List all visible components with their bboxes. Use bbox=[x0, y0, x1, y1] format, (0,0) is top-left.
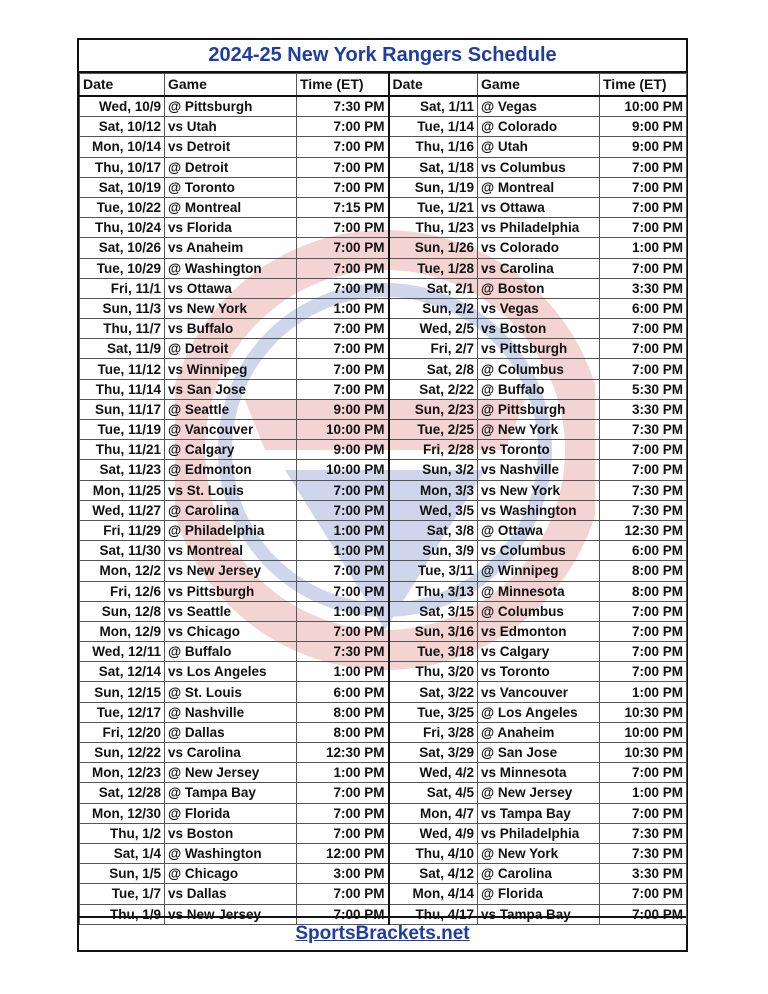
table-row bbox=[80, 621, 687, 641]
header-date: Date bbox=[80, 74, 165, 97]
game-date: Tue, 12/17 bbox=[80, 702, 165, 722]
game-opponent: vs Florida bbox=[165, 218, 297, 238]
game-date: Sat, 4/12 bbox=[389, 864, 478, 884]
table-row bbox=[80, 460, 687, 480]
game-time: 6:00 PM bbox=[600, 541, 687, 561]
game-time: 3:30 PM bbox=[600, 278, 687, 298]
game-date: Tue, 2/25 bbox=[389, 420, 478, 440]
game-time: 9:00 PM bbox=[600, 117, 687, 137]
game-opponent: @ Buffalo bbox=[165, 642, 297, 662]
game-opponent: @ Edmonton bbox=[165, 460, 297, 480]
game-date: Thu, 3/13 bbox=[389, 581, 478, 601]
game-date: Sun, 2/2 bbox=[389, 298, 478, 318]
game-opponent: vs Carolina bbox=[478, 258, 600, 278]
game-time: 10:30 PM bbox=[600, 743, 687, 763]
game-time: 7:30 PM bbox=[600, 500, 687, 520]
table-row bbox=[80, 823, 687, 843]
game-date: Thu, 1/2 bbox=[80, 823, 165, 843]
game-opponent: @ San Jose bbox=[478, 743, 600, 763]
game-opponent: @ New York bbox=[478, 420, 600, 440]
game-date: Tue, 11/19 bbox=[80, 420, 165, 440]
game-opponent: vs Carolina bbox=[165, 743, 297, 763]
game-date: Thu, 4/10 bbox=[389, 843, 478, 863]
game-time: 6:00 PM bbox=[297, 682, 389, 702]
game-date: Sat, 11/9 bbox=[80, 339, 165, 359]
game-time: 6:00 PM bbox=[600, 298, 687, 318]
game-time: 3:30 PM bbox=[600, 399, 687, 419]
game-time: 7:00 PM bbox=[600, 157, 687, 177]
game-date: Thu, 4/17 bbox=[389, 904, 478, 924]
game-date: Tue, 10/22 bbox=[80, 197, 165, 217]
sportsbrackets-link[interactable]: SportsBrackets.net bbox=[295, 923, 470, 944]
game-opponent: vs Montreal bbox=[165, 541, 297, 561]
game-date: Wed, 4/2 bbox=[389, 763, 478, 783]
game-date: Mon, 3/3 bbox=[389, 480, 478, 500]
header-time: Time (ET) bbox=[297, 74, 389, 97]
game-time: 7:00 PM bbox=[297, 359, 389, 379]
table-row bbox=[80, 480, 687, 500]
game-opponent: vs Ottawa bbox=[478, 197, 600, 217]
game-date: Sun, 11/17 bbox=[80, 399, 165, 419]
table-row bbox=[80, 117, 687, 137]
table-row bbox=[80, 722, 687, 742]
game-date: Sat, 1/18 bbox=[389, 157, 478, 177]
game-time: 5:30 PM bbox=[600, 379, 687, 399]
game-time: 8:00 PM bbox=[297, 702, 389, 722]
game-opponent: @ Montreal bbox=[478, 177, 600, 197]
table-row bbox=[80, 884, 687, 904]
game-time: 9:00 PM bbox=[297, 399, 389, 419]
table-row bbox=[80, 218, 687, 238]
game-opponent: vs Washington bbox=[478, 500, 600, 520]
table-row bbox=[80, 399, 687, 419]
game-date: Sat, 10/12 bbox=[80, 117, 165, 137]
game-time: 7:00 PM bbox=[297, 137, 389, 157]
game-date: Tue, 1/14 bbox=[389, 117, 478, 137]
game-opponent: vs Minnesota bbox=[478, 763, 600, 783]
game-time: 1:00 PM bbox=[600, 238, 687, 258]
game-opponent: @ Montreal bbox=[165, 197, 297, 217]
game-time: 7:30 PM bbox=[600, 480, 687, 500]
game-time: 7:00 PM bbox=[600, 339, 687, 359]
game-time: 7:00 PM bbox=[297, 783, 389, 803]
game-time: 1:00 PM bbox=[297, 520, 389, 540]
table-row bbox=[80, 177, 687, 197]
game-time: 7:00 PM bbox=[297, 561, 389, 581]
game-date: Fri, 2/28 bbox=[389, 440, 478, 460]
game-time: 7:00 PM bbox=[600, 460, 687, 480]
game-date: Tue, 3/18 bbox=[389, 642, 478, 662]
game-date: Mon, 12/30 bbox=[80, 803, 165, 823]
game-time: 7:00 PM bbox=[600, 258, 687, 278]
game-date: Tue, 11/12 bbox=[80, 359, 165, 379]
table-row bbox=[80, 500, 687, 520]
table-row bbox=[80, 743, 687, 763]
table-row bbox=[80, 157, 687, 177]
game-date: Thu, 1/16 bbox=[389, 137, 478, 157]
game-time: 7:00 PM bbox=[600, 218, 687, 238]
game-opponent: vs Toronto bbox=[478, 440, 600, 460]
table-row bbox=[80, 440, 687, 460]
game-opponent: vs Tampa Bay bbox=[478, 904, 600, 924]
game-time: 1:00 PM bbox=[297, 541, 389, 561]
game-opponent: @ Boston bbox=[478, 278, 600, 298]
table-row bbox=[80, 339, 687, 359]
game-time: 8:00 PM bbox=[600, 561, 687, 581]
game-time: 7:30 PM bbox=[600, 420, 687, 440]
game-opponent: vs Colorado bbox=[478, 238, 600, 258]
game-date: Sun, 3/2 bbox=[389, 460, 478, 480]
game-date: Wed, 2/5 bbox=[389, 319, 478, 339]
game-date: Fri, 11/29 bbox=[80, 520, 165, 540]
game-date: Sat, 2/8 bbox=[389, 359, 478, 379]
game-opponent: @ Columbus bbox=[478, 601, 600, 621]
game-date: Sun, 3/9 bbox=[389, 541, 478, 561]
game-time: 8:00 PM bbox=[600, 581, 687, 601]
game-opponent: @ Colorado bbox=[478, 117, 600, 137]
table-row bbox=[80, 864, 687, 884]
game-time: 7:30 PM bbox=[297, 96, 389, 117]
table-row bbox=[80, 278, 687, 298]
game-opponent: @ Washington bbox=[165, 843, 297, 863]
game-opponent: @ Florida bbox=[165, 803, 297, 823]
game-opponent: @ Detroit bbox=[165, 157, 297, 177]
schedule-table bbox=[79, 73, 687, 925]
table-row bbox=[80, 662, 687, 682]
game-time: 1:00 PM bbox=[297, 601, 389, 621]
game-time: 7:30 PM bbox=[600, 823, 687, 843]
game-time: 7:00 PM bbox=[297, 581, 389, 601]
game-time: 7:15 PM bbox=[297, 197, 389, 217]
game-opponent: vs Chicago bbox=[165, 621, 297, 641]
game-date: Sat, 11/23 bbox=[80, 460, 165, 480]
game-time: 7:00 PM bbox=[600, 642, 687, 662]
game-opponent: vs New York bbox=[478, 480, 600, 500]
game-opponent: @ Pittsburgh bbox=[165, 96, 297, 117]
game-opponent: @ Pittsburgh bbox=[478, 399, 600, 419]
game-opponent: vs Vancouver bbox=[478, 682, 600, 702]
game-opponent: vs Tampa Bay bbox=[478, 803, 600, 823]
header-game: Game bbox=[165, 74, 297, 97]
game-time: 10:00 PM bbox=[297, 420, 389, 440]
game-opponent: @ Winnipeg bbox=[478, 561, 600, 581]
game-opponent: vs Calgary bbox=[478, 642, 600, 662]
game-time: 7:00 PM bbox=[297, 823, 389, 843]
game-time: 10:00 PM bbox=[297, 460, 389, 480]
game-date: Sat, 1/11 bbox=[389, 96, 478, 117]
game-opponent: @ Vegas bbox=[478, 96, 600, 117]
table-row bbox=[80, 238, 687, 258]
game-time: 12:30 PM bbox=[600, 520, 687, 540]
header-row bbox=[80, 74, 687, 97]
game-opponent: @ Philadelphia bbox=[165, 520, 297, 540]
game-date: Wed, 4/9 bbox=[389, 823, 478, 843]
game-date: Mon, 12/2 bbox=[80, 561, 165, 581]
game-opponent: @ St. Louis bbox=[165, 682, 297, 702]
game-opponent: @ Buffalo bbox=[478, 379, 600, 399]
table-row bbox=[80, 642, 687, 662]
game-date: Fri, 3/28 bbox=[389, 722, 478, 742]
game-time: 7:00 PM bbox=[600, 319, 687, 339]
game-opponent: @ Carolina bbox=[165, 500, 297, 520]
game-time: 7:00 PM bbox=[297, 157, 389, 177]
game-time: 7:00 PM bbox=[600, 601, 687, 621]
table-row bbox=[80, 520, 687, 540]
game-time: 7:30 PM bbox=[297, 642, 389, 662]
game-date: Wed, 3/5 bbox=[389, 500, 478, 520]
game-opponent: vs Pittsburgh bbox=[165, 581, 297, 601]
game-time: 7:00 PM bbox=[600, 177, 687, 197]
game-opponent: vs Los Angeles bbox=[165, 662, 297, 682]
game-date: Thu, 11/21 bbox=[80, 440, 165, 460]
game-time: 10:30 PM bbox=[600, 702, 687, 722]
table-row bbox=[80, 783, 687, 803]
table-row bbox=[80, 319, 687, 339]
game-opponent: vs Winnipeg bbox=[165, 359, 297, 379]
table-row bbox=[80, 682, 687, 702]
game-date: Wed, 12/11 bbox=[80, 642, 165, 662]
game-date: Fri, 12/6 bbox=[80, 581, 165, 601]
game-opponent: vs Toronto bbox=[478, 662, 600, 682]
game-opponent: vs Utah bbox=[165, 117, 297, 137]
game-time: 1:00 PM bbox=[297, 763, 389, 783]
game-date: Mon, 4/7 bbox=[389, 803, 478, 823]
game-time: 8:00 PM bbox=[297, 722, 389, 742]
game-time: 3:30 PM bbox=[600, 864, 687, 884]
game-date: Sat, 10/26 bbox=[80, 238, 165, 258]
game-date: Sat, 12/14 bbox=[80, 662, 165, 682]
game-time: 7:00 PM bbox=[297, 884, 389, 904]
game-date: Thu, 10/17 bbox=[80, 157, 165, 177]
footer bbox=[79, 916, 686, 950]
game-opponent: @ Seattle bbox=[165, 399, 297, 419]
game-opponent: @ New Jersey bbox=[165, 763, 297, 783]
game-time: 7:00 PM bbox=[297, 319, 389, 339]
table-row bbox=[80, 359, 687, 379]
game-time: 7:00 PM bbox=[297, 480, 389, 500]
game-opponent: vs Philadelphia bbox=[478, 218, 600, 238]
game-date: Sun, 11/3 bbox=[80, 298, 165, 318]
game-date: Tue, 10/29 bbox=[80, 258, 165, 278]
game-opponent: @ Dallas bbox=[165, 722, 297, 742]
game-opponent: @ Los Angeles bbox=[478, 702, 600, 722]
game-opponent: @ Tampa Bay bbox=[165, 783, 297, 803]
game-opponent: vs Nashville bbox=[478, 460, 600, 480]
game-date: Tue, 1/7 bbox=[80, 884, 165, 904]
game-opponent: vs Columbus bbox=[478, 541, 600, 561]
game-time: 3:00 PM bbox=[297, 864, 389, 884]
game-date: Tue, 3/25 bbox=[389, 702, 478, 722]
game-time: 7:00 PM bbox=[600, 440, 687, 460]
game-date: Sun, 1/5 bbox=[80, 864, 165, 884]
game-date: Sat, 3/29 bbox=[389, 743, 478, 763]
game-time: 7:00 PM bbox=[297, 621, 389, 641]
game-opponent: @ Vancouver bbox=[165, 420, 297, 440]
game-opponent: @ New York bbox=[478, 843, 600, 863]
page-title: 2024-25 New York Rangers Schedule bbox=[79, 40, 686, 73]
game-date: Sun, 3/16 bbox=[389, 621, 478, 641]
game-opponent: @ Minnesota bbox=[478, 581, 600, 601]
game-date: Sat, 12/28 bbox=[80, 783, 165, 803]
table-row bbox=[80, 420, 687, 440]
game-date: Thu, 11/14 bbox=[80, 379, 165, 399]
game-opponent: @ Toronto bbox=[165, 177, 297, 197]
game-time: 7:00 PM bbox=[600, 803, 687, 823]
game-time: 7:00 PM bbox=[600, 197, 687, 217]
game-date: Wed, 10/9 bbox=[80, 96, 165, 117]
game-opponent: @ Calgary bbox=[165, 440, 297, 460]
game-date: Sun, 2/23 bbox=[389, 399, 478, 419]
header-time: Time (ET) bbox=[600, 74, 687, 97]
game-date: Mon, 4/14 bbox=[389, 884, 478, 904]
game-time: 10:00 PM bbox=[600, 722, 687, 742]
game-opponent: vs Columbus bbox=[478, 157, 600, 177]
game-opponent: vs New Jersey bbox=[165, 561, 297, 581]
game-date: Mon, 11/25 bbox=[80, 480, 165, 500]
table-row bbox=[80, 763, 687, 783]
game-opponent: @ Chicago bbox=[165, 864, 297, 884]
game-opponent: vs New Jersey bbox=[165, 904, 297, 924]
table-row bbox=[80, 541, 687, 561]
game-opponent: vs Anaheim bbox=[165, 238, 297, 258]
game-time: 1:00 PM bbox=[600, 682, 687, 702]
game-time: 1:00 PM bbox=[297, 298, 389, 318]
game-date: Sun, 12/15 bbox=[80, 682, 165, 702]
game-opponent: @ Nashville bbox=[165, 702, 297, 722]
game-opponent: @ Carolina bbox=[478, 864, 600, 884]
game-opponent: vs Edmonton bbox=[478, 621, 600, 641]
game-opponent: vs Buffalo bbox=[165, 319, 297, 339]
game-opponent: @ Detroit bbox=[165, 339, 297, 359]
game-time: 7:00 PM bbox=[297, 904, 389, 924]
game-opponent: vs Dallas bbox=[165, 884, 297, 904]
table-row bbox=[80, 379, 687, 399]
game-opponent: vs New York bbox=[165, 298, 297, 318]
game-opponent: @ Florida bbox=[478, 884, 600, 904]
table-row bbox=[80, 137, 687, 157]
game-opponent: vs Seattle bbox=[165, 601, 297, 621]
game-date: Sat, 2/22 bbox=[389, 379, 478, 399]
game-time: 7:00 PM bbox=[600, 359, 687, 379]
game-opponent: vs St. Louis bbox=[165, 480, 297, 500]
game-time: 1:00 PM bbox=[600, 783, 687, 803]
game-time: 12:00 PM bbox=[297, 843, 389, 863]
game-date: Fri, 2/7 bbox=[389, 339, 478, 359]
schedule-sheet bbox=[77, 38, 688, 952]
game-date: Sat, 4/5 bbox=[389, 783, 478, 803]
game-time: 1:00 PM bbox=[297, 662, 389, 682]
game-opponent: vs San Jose bbox=[165, 379, 297, 399]
game-time: 10:00 PM bbox=[600, 96, 687, 117]
game-opponent: @ Utah bbox=[478, 137, 600, 157]
game-date: Sun, 12/8 bbox=[80, 601, 165, 621]
table-row bbox=[80, 843, 687, 863]
game-time: 7:00 PM bbox=[600, 884, 687, 904]
game-opponent: vs Boston bbox=[165, 823, 297, 843]
header-game: Game bbox=[478, 74, 600, 97]
game-date: Thu, 11/7 bbox=[80, 319, 165, 339]
game-opponent: vs Vegas bbox=[478, 298, 600, 318]
game-date: Sat, 11/30 bbox=[80, 541, 165, 561]
table-row bbox=[80, 581, 687, 601]
game-date: Mon, 10/14 bbox=[80, 137, 165, 157]
table-row bbox=[80, 258, 687, 278]
game-time: 7:00 PM bbox=[297, 339, 389, 359]
game-date: Sat, 10/19 bbox=[80, 177, 165, 197]
game-date: Wed, 11/27 bbox=[80, 500, 165, 520]
game-date: Thu, 1/9 bbox=[80, 904, 165, 924]
game-time: 7:00 PM bbox=[297, 258, 389, 278]
game-date: Sun, 1/26 bbox=[389, 238, 478, 258]
table-row bbox=[80, 298, 687, 318]
game-time: 7:00 PM bbox=[600, 904, 687, 924]
game-date: Sun, 1/19 bbox=[389, 177, 478, 197]
game-time: 7:00 PM bbox=[297, 218, 389, 238]
game-time: 7:00 PM bbox=[600, 621, 687, 641]
game-date: Sat, 3/22 bbox=[389, 682, 478, 702]
game-opponent: vs Detroit bbox=[165, 137, 297, 157]
game-date: Tue, 3/11 bbox=[389, 561, 478, 581]
game-time: 7:00 PM bbox=[600, 662, 687, 682]
game-time: 7:00 PM bbox=[297, 803, 389, 823]
game-opponent: @ Columbus bbox=[478, 359, 600, 379]
game-opponent: vs Pittsburgh bbox=[478, 339, 600, 359]
game-time: 7:30 PM bbox=[600, 843, 687, 863]
table-row bbox=[80, 702, 687, 722]
game-date: Sun, 12/22 bbox=[80, 743, 165, 763]
game-date: Mon, 12/23 bbox=[80, 763, 165, 783]
game-time: 7:00 PM bbox=[297, 177, 389, 197]
table-row bbox=[80, 601, 687, 621]
game-opponent: @ New Jersey bbox=[478, 783, 600, 803]
table-row bbox=[80, 197, 687, 217]
game-time: 7:00 PM bbox=[297, 117, 389, 137]
table-row bbox=[80, 803, 687, 823]
game-date: Sat, 1/4 bbox=[80, 843, 165, 863]
game-date: Thu, 1/23 bbox=[389, 218, 478, 238]
game-date: Fri, 11/1 bbox=[80, 278, 165, 298]
game-date: Sat, 3/8 bbox=[389, 520, 478, 540]
game-date: Tue, 1/21 bbox=[389, 197, 478, 217]
game-date: Sat, 3/15 bbox=[389, 601, 478, 621]
game-time: 7:00 PM bbox=[297, 500, 389, 520]
game-opponent: vs Ottawa bbox=[165, 278, 297, 298]
game-opponent: @ Anaheim bbox=[478, 722, 600, 742]
game-time: 12:30 PM bbox=[297, 743, 389, 763]
game-date: Fri, 12/20 bbox=[80, 722, 165, 742]
game-date: Mon, 12/9 bbox=[80, 621, 165, 641]
game-time: 9:00 PM bbox=[600, 137, 687, 157]
game-time: 7:00 PM bbox=[297, 238, 389, 258]
table-row bbox=[80, 561, 687, 581]
game-date: Thu, 10/24 bbox=[80, 218, 165, 238]
game-time: 7:00 PM bbox=[600, 763, 687, 783]
game-opponent: @ Ottawa bbox=[478, 520, 600, 540]
game-time: 9:00 PM bbox=[297, 440, 389, 460]
game-time: 7:00 PM bbox=[297, 379, 389, 399]
game-date: Sat, 2/1 bbox=[389, 278, 478, 298]
game-date: Thu, 3/20 bbox=[389, 662, 478, 682]
game-opponent: vs Boston bbox=[478, 319, 600, 339]
game-opponent: @ Washington bbox=[165, 258, 297, 278]
game-date: Tue, 1/28 bbox=[389, 258, 478, 278]
game-time: 7:00 PM bbox=[297, 278, 389, 298]
game-opponent: vs Philadelphia bbox=[478, 823, 600, 843]
table-row bbox=[80, 96, 687, 117]
header-date: Date bbox=[389, 74, 478, 97]
